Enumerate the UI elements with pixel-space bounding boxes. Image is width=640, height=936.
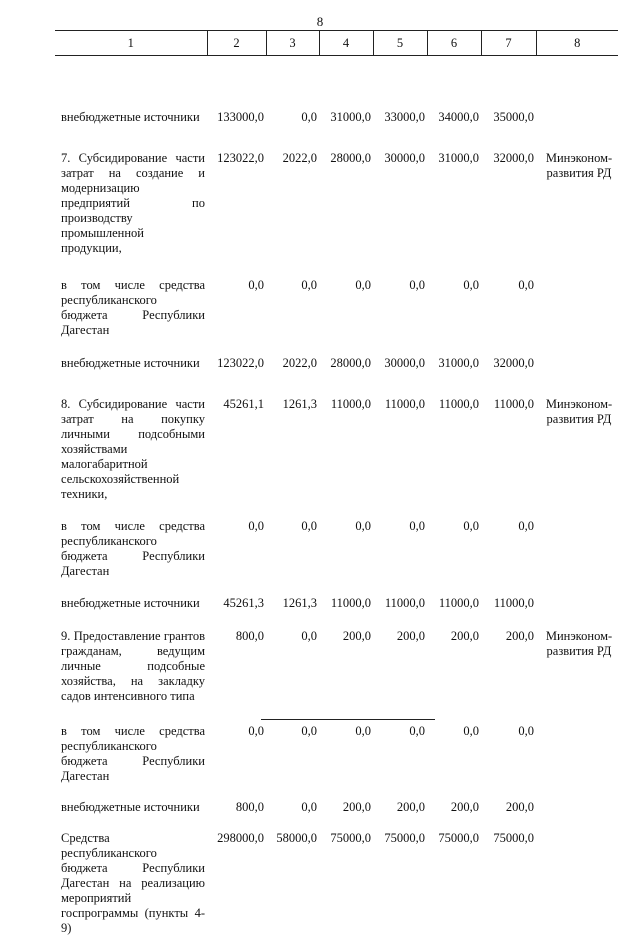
row-spacer-cell xyxy=(55,125,618,151)
header-col-6: 6 xyxy=(427,31,481,56)
row-responsible: Минэкономразвития РД xyxy=(536,397,618,502)
header-col-5: 5 xyxy=(373,31,427,56)
row-value-col-5: 200,0 xyxy=(373,800,427,815)
row-value-col-7: 0,0 xyxy=(481,519,536,579)
row-spacer xyxy=(55,611,618,629)
row-value-col-4: 11000,0 xyxy=(319,397,373,502)
row-responsible xyxy=(536,278,618,338)
row-value-col-5: 30000,0 xyxy=(373,356,427,371)
row-value-col-6: 200,0 xyxy=(427,800,481,815)
row-name: в том числе средства республиканского бюджета Республики Дагестан xyxy=(55,278,207,338)
row-value-col-5: 30000,0 xyxy=(373,151,427,256)
row-value-col-7: 32000,0 xyxy=(481,151,536,256)
row-spacer-cell xyxy=(55,611,618,629)
row-name: 8. Субсидирование части затрат на покупку личными подсобными хозяйствами малогабаритной сельскохозяйственной техники, xyxy=(55,397,207,502)
separator-line xyxy=(261,719,435,720)
row-value-col-6: 0,0 xyxy=(427,278,481,338)
table-row xyxy=(55,110,618,125)
row-responsible xyxy=(536,110,618,125)
row-responsible xyxy=(536,356,618,371)
row-name: в том числе средства республиканского бюджета Республики Дагестан xyxy=(55,724,207,784)
row-value-col-4: 200,0 xyxy=(319,800,373,815)
row-value-col-4: 0,0 xyxy=(319,724,373,784)
table-row xyxy=(55,831,618,936)
row-spacer xyxy=(55,784,618,800)
row-value-col-2: 45261,1 xyxy=(207,397,266,502)
row-value-col-4: 11000,0 xyxy=(319,596,373,611)
row-value-col-6: 200,0 xyxy=(427,629,481,704)
table-row xyxy=(55,356,618,371)
row-spacer xyxy=(55,125,618,151)
row-value-col-5: 0,0 xyxy=(373,519,427,579)
table-row xyxy=(55,519,618,579)
row-spacer xyxy=(55,502,618,519)
row-name: 9. Предоставление грантов гражданам, ведущим личные подсобные хозяйства, на закладку садов интенсивного типа xyxy=(55,629,207,704)
row-value-col-3: 0,0 xyxy=(266,724,319,784)
row-value-col-2: 800,0 xyxy=(207,629,266,704)
row-value-col-4: 75000,0 xyxy=(319,831,373,936)
row-spacer xyxy=(55,56,618,111)
row-value-col-3: 0,0 xyxy=(266,110,319,125)
row-value-col-4: 28000,0 xyxy=(319,151,373,256)
row-spacer-cell xyxy=(55,371,618,397)
row-spacer xyxy=(55,579,618,596)
row-value-col-6: 31000,0 xyxy=(427,356,481,371)
row-value-col-2: 0,0 xyxy=(207,278,266,338)
row-value-col-7: 0,0 xyxy=(481,724,536,784)
row-value-col-6: 11000,0 xyxy=(427,596,481,611)
row-spacer-cell xyxy=(55,784,618,800)
row-value-col-3: 0,0 xyxy=(266,278,319,338)
row-value-col-6: 75000,0 xyxy=(427,831,481,936)
row-value-col-3: 0,0 xyxy=(266,629,319,704)
header-row xyxy=(55,31,618,56)
row-value-col-3: 2022,0 xyxy=(266,151,319,256)
row-spacer xyxy=(55,338,618,356)
row-value-col-6: 0,0 xyxy=(427,519,481,579)
row-value-col-5: 33000,0 xyxy=(373,110,427,125)
row-value-col-3: 58000,0 xyxy=(266,831,319,936)
row-value-col-7: 75000,0 xyxy=(481,831,536,936)
row-value-col-3: 1261,3 xyxy=(266,397,319,502)
row-responsible xyxy=(536,831,618,936)
table-row xyxy=(55,629,618,704)
row-spacer xyxy=(55,371,618,397)
table-row xyxy=(55,278,618,338)
table-row xyxy=(55,800,618,815)
row-responsible: Минэкономразвития РД xyxy=(536,629,618,704)
header-col-4: 4 xyxy=(319,31,373,56)
row-responsible xyxy=(536,519,618,579)
row-value-col-2: 123022,0 xyxy=(207,151,266,256)
table-row xyxy=(55,724,618,784)
row-value-col-6: 11000,0 xyxy=(427,397,481,502)
row-responsible xyxy=(536,724,618,784)
row-name: Средства республиканского бюджета Республики Дагестан на реализацию мероприятий госпрограммы (пункты 4-9) xyxy=(55,831,207,936)
row-value-col-6: 34000,0 xyxy=(427,110,481,125)
row-value-col-3: 0,0 xyxy=(266,800,319,815)
row-value-col-2: 0,0 xyxy=(207,724,266,784)
header-col-3: 3 xyxy=(266,31,319,56)
row-value-col-2: 123022,0 xyxy=(207,356,266,371)
table-body xyxy=(55,56,618,936)
header-col-7: 7 xyxy=(481,31,536,56)
row-spacer-cell xyxy=(55,256,618,278)
row-value-col-6: 31000,0 xyxy=(427,151,481,256)
row-name: 7. Субсидирование части затрат на создание и модернизацию предприятий по производству промышленной продукции, xyxy=(55,151,207,256)
row-value-col-5: 11000,0 xyxy=(373,397,427,502)
row-spacer xyxy=(55,704,618,724)
row-responsible xyxy=(536,596,618,611)
budget-table xyxy=(55,30,618,936)
row-value-col-5: 75000,0 xyxy=(373,831,427,936)
header-col-8: 8 xyxy=(536,31,618,56)
row-value-col-2: 800,0 xyxy=(207,800,266,815)
row-value-col-7: 200,0 xyxy=(481,800,536,815)
row-value-col-7: 0,0 xyxy=(481,278,536,338)
row-value-col-3: 0,0 xyxy=(266,519,319,579)
row-spacer-cell xyxy=(55,579,618,596)
row-value-col-3: 2022,0 xyxy=(266,356,319,371)
row-spacer-cell xyxy=(55,56,618,111)
row-responsible xyxy=(536,800,618,815)
row-value-col-5: 0,0 xyxy=(373,724,427,784)
table-row xyxy=(55,596,618,611)
row-value-col-4: 31000,0 xyxy=(319,110,373,125)
row-spacer xyxy=(55,256,618,278)
row-value-col-2: 133000,0 xyxy=(207,110,266,125)
row-value-col-7: 35000,0 xyxy=(481,110,536,125)
row-value-col-2: 298000,0 xyxy=(207,831,266,936)
row-value-col-4: 0,0 xyxy=(319,519,373,579)
row-spacer-cell xyxy=(55,338,618,356)
header-col-2: 2 xyxy=(207,31,266,56)
row-name: в том числе средства республиканского бюджета Республики Дагестан xyxy=(55,519,207,579)
table-row xyxy=(55,397,618,502)
row-value-col-5: 200,0 xyxy=(373,629,427,704)
row-value-col-7: 11000,0 xyxy=(481,397,536,502)
row-value-col-4: 0,0 xyxy=(319,278,373,338)
table-row xyxy=(55,151,618,256)
row-spacer-cell xyxy=(55,502,618,519)
row-responsible: Минэкономразвития РД xyxy=(536,151,618,256)
row-value-col-4: 200,0 xyxy=(319,629,373,704)
row-spacer-cell xyxy=(55,815,618,831)
row-value-col-2: 0,0 xyxy=(207,519,266,579)
row-name: внебюджетные источники xyxy=(55,110,207,125)
row-name: внебюджетные источники xyxy=(55,596,207,611)
row-spacer-cell xyxy=(55,704,618,724)
page-number: 8 xyxy=(0,14,640,30)
row-value-col-3: 1261,3 xyxy=(266,596,319,611)
row-name: внебюджетные источники xyxy=(55,800,207,815)
table-header xyxy=(55,31,618,56)
row-value-col-5: 0,0 xyxy=(373,278,427,338)
row-value-col-5: 11000,0 xyxy=(373,596,427,611)
header-col-1: 1 xyxy=(55,31,207,56)
row-value-col-6: 0,0 xyxy=(427,724,481,784)
row-value-col-2: 45261,3 xyxy=(207,596,266,611)
row-value-col-7: 11000,0 xyxy=(481,596,536,611)
row-name: внебюджетные источники xyxy=(55,356,207,371)
row-value-col-7: 200,0 xyxy=(481,629,536,704)
row-spacer xyxy=(55,815,618,831)
row-value-col-7: 32000,0 xyxy=(481,356,536,371)
row-value-col-4: 28000,0 xyxy=(319,356,373,371)
